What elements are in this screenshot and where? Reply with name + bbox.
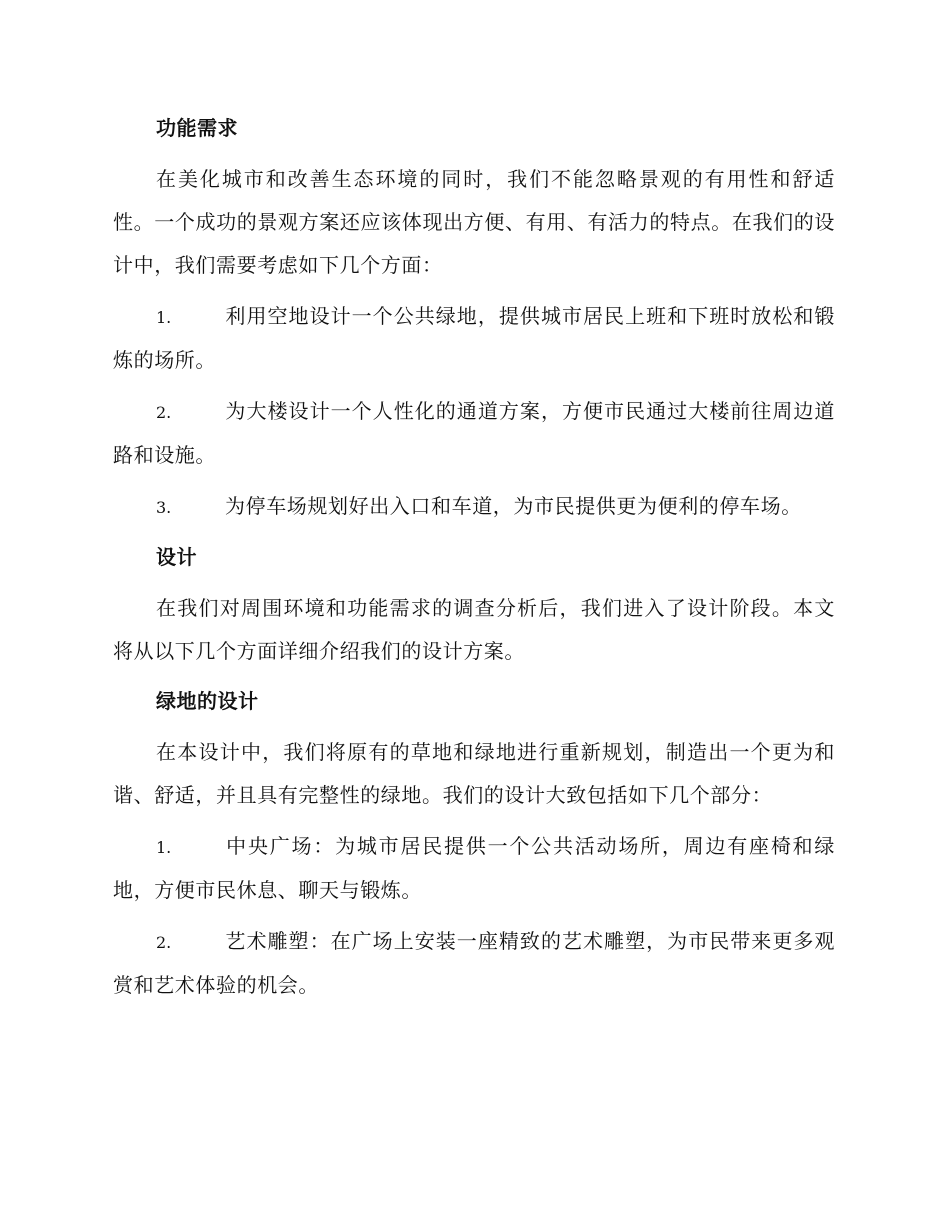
section-paragraph: 在我们对周围环境和功能需求的调查分析后，我们进入了设计阶段。本文将从以下几个方面详细介绍我们的设计方案。 — [113, 596, 835, 663]
section-paragraph: 在本设计中，我们将原有的草地和绿地进行重新规划，制造出一个更为和谐、舒适，并且具有完整性的绿地。我们的设计大致包括如下几个部分： — [113, 740, 835, 807]
list-item-text: 中央广场：为城市居民提供一个公共活动场所，周边有座椅和绿地，方便市民休息、聊天与锻炼。 — [113, 834, 835, 902]
list-item — [113, 295, 835, 382]
section-paragraph: 在美化城市和改善生态环境的同时，我们不能忽略景观的有用性和舒适性。一个成功的景观方案还应该体现出方便、有用、有活力的特点。在我们的设计中，我们需要考虑如下几个方面： — [113, 167, 835, 277]
list-item — [113, 485, 835, 529]
list-item-number: 2. — [156, 403, 172, 422]
section-heading-functional-requirements: 功能需求 — [156, 116, 238, 140]
list-item — [113, 390, 835, 477]
list-item-number: 1. — [156, 838, 172, 857]
section-heading-design: 设计 — [156, 545, 197, 569]
list-item-text: 为大楼设计一个人性化的通道方案，方便市民通过大楼前往周边道路和设施。 — [113, 399, 835, 467]
list-item-number: 3. — [156, 498, 172, 517]
section-heading-greenland-design: 绿地的设计 — [156, 689, 259, 713]
list-item — [113, 825, 835, 912]
list-item-text: 为停车场规划好出入口和车道，为市民提供更为便利的停车场。 — [225, 494, 802, 518]
list-item-number: 2. — [156, 933, 172, 952]
list-item-text: 利用空地设计一个公共绿地，提供城市居民上班和下班时放松和锻炼的场所。 — [113, 304, 835, 372]
list-item-number: 1. — [156, 308, 172, 327]
document-page — [113, 108, 835, 1015]
list-item-text: 艺术雕塑：在广场上安装一座精致的艺术雕塑，为市民带来更多观赏和艺术体验的机会。 — [113, 929, 835, 997]
list-item — [113, 920, 835, 1007]
